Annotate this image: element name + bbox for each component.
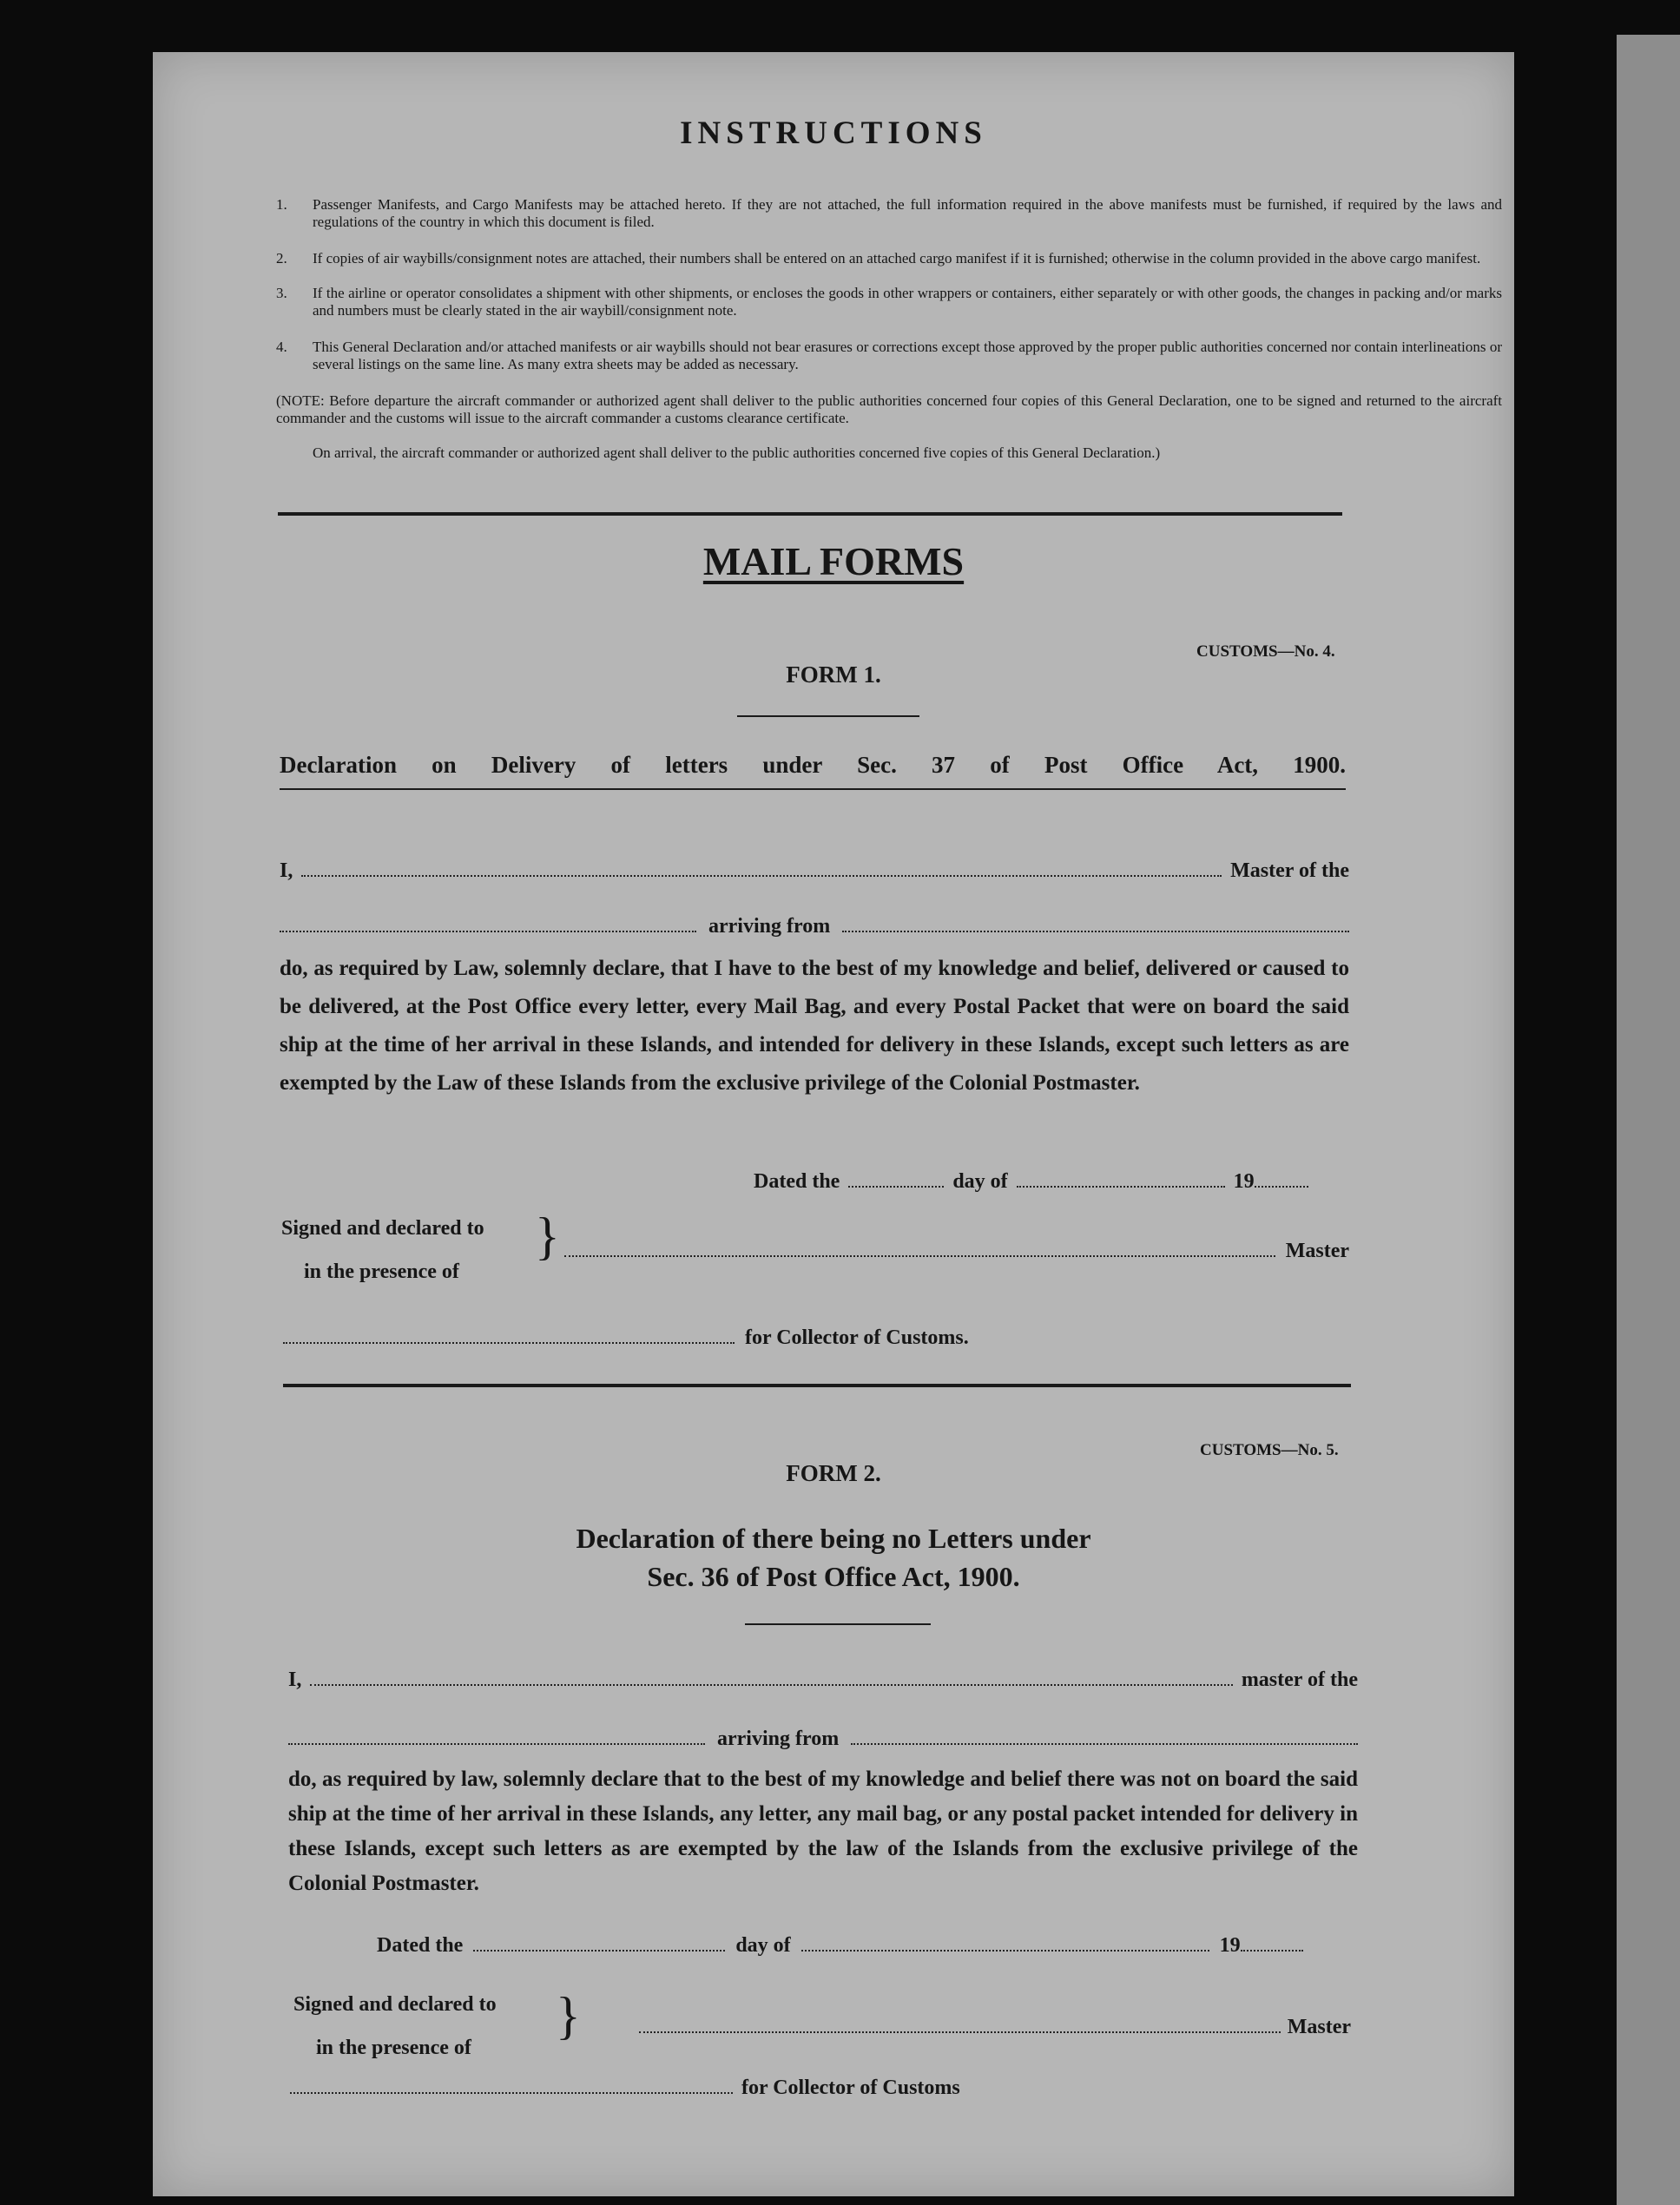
instructions-title: INSTRUCTIONS: [680, 115, 987, 151]
form2-master-field[interactable]: [639, 2024, 1281, 2033]
instruction-item: If the airline or operator consolidates a shipment with other shipments, or encloses the goods in other wrappers or containers, either separately or with other goods, the changes in packing and/or marks and numbers must be clearly stated in the air waybill/consignment note.: [313, 285, 1502, 319]
form1-master-line: [564, 1240, 1349, 1263]
form1-label: FORM 1.: [786, 662, 881, 688]
form1-collector-line: [283, 1326, 969, 1350]
form1-master: Master: [1285, 1240, 1349, 1262]
form2-day-field[interactable]: [473, 1943, 725, 1952]
form1-vessel-field[interactable]: [280, 924, 696, 932]
form2-i-label: I,: [288, 1669, 302, 1691]
form2-collector-field[interactable]: [290, 2085, 733, 2094]
instruction-number: 4.: [276, 339, 287, 355]
form1-year-field[interactable]: [1255, 1179, 1308, 1188]
form2-heading-line1: Declaration of there being no Letters under: [576, 1523, 1091, 1554]
form2-master-line: [639, 2016, 1351, 2039]
form1-origin-field[interactable]: [842, 924, 1349, 932]
form2-vessel-field[interactable]: [288, 1736, 705, 1745]
form2-vessel-line: [288, 1728, 1358, 1751]
form1-heading-rule: [280, 788, 1346, 790]
form1-master-of-the: Master of the: [1230, 859, 1349, 882]
mail-forms-title: MAIL FORMS: [702, 539, 965, 583]
form1-month-field[interactable]: [1017, 1179, 1225, 1188]
form1-arriving-from: arriving from: [708, 915, 831, 938]
form1-heading: Declaration on Delivery of letters under Sec. 37 of Post Office Act, 1900.: [280, 752, 1346, 778]
form2-label: FORM 2.: [786, 1460, 881, 1486]
form2-master-of-the: master of the: [1241, 1669, 1358, 1691]
instruction-number: 2.: [276, 250, 287, 267]
form1-date-line: [754, 1170, 1308, 1194]
form1-body: do, as required by Law, solemnly declare, that I have to the best of my knowledge and belief, delivered or caused to be delivered, at the Post Office every letter, every Mail Bag, and every Postal Packet that were on board the said ship at the time of her arrival in these Islands, and intended for delivery in these Islands, except such letters as are exempted by the Law of these Islands from the exclusive privilege of the Colonial Postmaster.: [280, 957, 1349, 1095]
form2-collector: for Collector of Customs: [741, 2077, 960, 2099]
form2-master: Master: [1287, 2016, 1351, 2038]
instruction-number: 1.: [276, 196, 287, 213]
form-divider: [283, 1384, 1351, 1387]
form1-master-field[interactable]: [564, 1248, 1275, 1257]
form2-month-field[interactable]: [801, 1943, 1209, 1952]
form1-brace: }: [535, 1208, 560, 1265]
instruction-note: (NOTE: Before departure the aircraft commander or authorized agent shall deliver to the public authorities concerned four copies of this General Declaration, one to be signed and returned to the aircraft commander and the customs will issue to the aircraft commander a customs clearance certificate.: [276, 392, 1502, 426]
form1-collector-field[interactable]: [283, 1335, 735, 1344]
instruction-item: If copies of air waybills/consignment notes are attached, their numbers shall be entered on an attached cargo manifest if it is furnished; otherwise in the column provided in the above cargo manifest.: [313, 250, 1481, 267]
instruction-item: Passenger Manifests, and Cargo Manifests may be attached hereto. If they are not attached, the full information required in the above manifests must be furnished, if required by the laws and regulations of the country in which this document is filed.: [313, 196, 1502, 230]
form2-heading-rule: [745, 1623, 931, 1625]
form2-arriving-from: arriving from: [717, 1728, 840, 1750]
form1-name-line: [280, 859, 1349, 883]
form2-name-field[interactable]: [310, 1677, 1232, 1686]
adjacent-page-edge: [1617, 35, 1680, 2205]
form1-day-field[interactable]: [848, 1179, 944, 1188]
form2-year-prefix: 19: [1219, 1934, 1241, 1957]
form1-customs-ref: CUSTOMS—No. 4.: [1196, 642, 1335, 661]
form2-origin-field[interactable]: [851, 1736, 1358, 1745]
form1-vessel-line: [280, 915, 1349, 938]
instruction-note-arrival: On arrival, the aircraft commander or authorized agent shall deliver to the public authorities concerned five copies of this General Declaration.): [313, 444, 1161, 461]
form2-date-line: [377, 1934, 1303, 1958]
form2-signed-line2: in the presence of: [316, 2037, 471, 2059]
instruction-item: This General Declaration and/or attached manifests or air waybills should not bear erasures or corrections except those approved by the proper public authorities concerned nor contain interlineations or several listings on the same line. As many extra sheets may be added as necessary.: [313, 339, 1502, 372]
form2-signed-line1: Signed and declared to: [293, 1993, 497, 2016]
form1-i-label: I,: [280, 859, 293, 882]
form2-name-line: [288, 1669, 1358, 1692]
form2-heading-line2: Sec. 36 of Post Office Act, 1900.: [647, 1561, 1020, 1592]
form1-day-of: day of: [952, 1170, 1008, 1193]
form1-name-field[interactable]: [301, 868, 1222, 877]
form1-label-rule: [737, 715, 919, 717]
form2-day-of: day of: [735, 1934, 791, 1957]
form2-customs-ref: CUSTOMS—No. 5.: [1200, 1441, 1339, 1459]
form1-year-prefix: 19: [1233, 1170, 1255, 1193]
form2-year-field[interactable]: [1241, 1943, 1303, 1952]
form1-signed-line2: in the presence of: [304, 1260, 459, 1283]
form2-collector-line: [290, 2077, 960, 2100]
document-sheet: [153, 52, 1514, 2196]
form1-signed-line1: Signed and declared to: [281, 1217, 484, 1240]
section-divider: [278, 512, 1342, 516]
instruction-number: 3.: [276, 285, 287, 301]
form1-collector: for Collector of Customs.: [745, 1326, 969, 1349]
form2-brace: }: [556, 1987, 581, 2044]
form1-dated-the: Dated the: [754, 1170, 840, 1193]
form2-body: do, as required by law, solemnly declare that to the best of my knowledge and belief there was not on board the said ship at the time of her arrival in these Islands, any letter, any mail bag, or any postal packet intended for delivery in these Islands, except such letters as are exempted by the law of the Islands from the exclusive privilege of the Colonial Postmaster.: [288, 1767, 1358, 1895]
form2-dated-the: Dated the: [377, 1934, 464, 1957]
